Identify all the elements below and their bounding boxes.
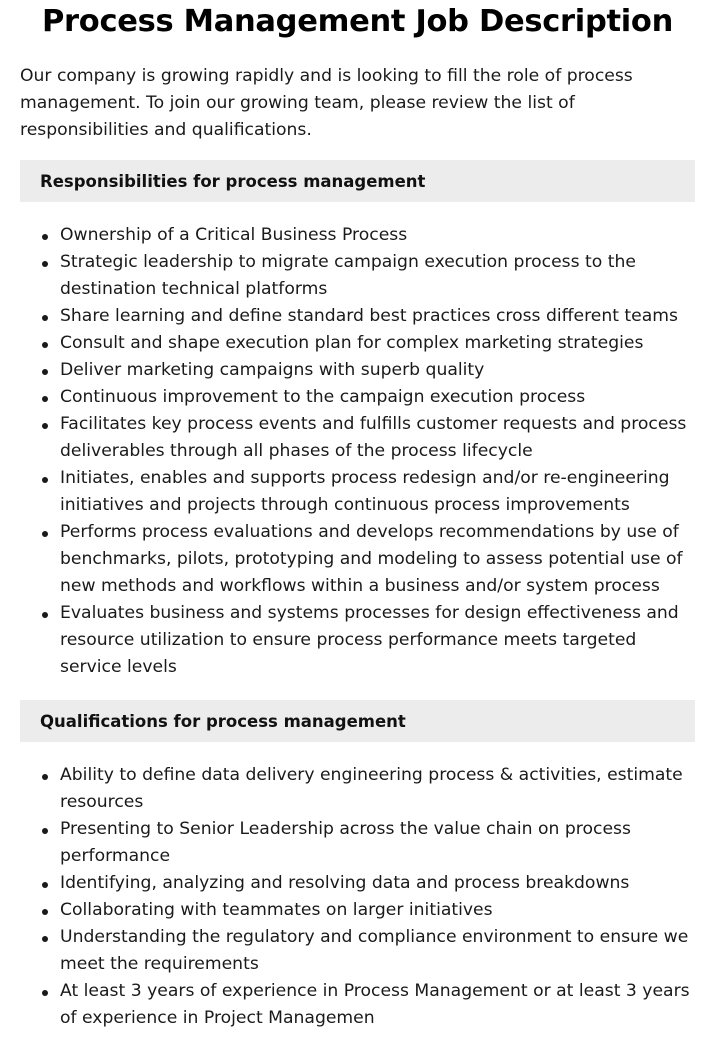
page-title: Process Management Job Description [42,4,673,39]
list-item: Performs process evaluations and develops recommendations by use of benchmarks, pilots, prototyping and modeling to assess potential use of new methods and workflows within a business and/or system process [60,519,695,600]
list-item: Share learning and define standard best practices cross different teams [60,303,695,330]
responsibilities-heading: Responsibilities for process management [40,171,426,191]
list-item: Deliver marketing campaigns with superb quality [60,357,695,384]
qualifications-list [20,762,695,1032]
list-item: Ownership of a Critical Business Process [60,222,695,249]
qualifications-heading: Qualifications for process management [40,711,406,731]
responsibilities-section-header [20,160,695,202]
responsibilities-list [20,222,695,681]
intro-paragraph: Our company is growing rapidly and is looking to fill the role of process management. To join our growing team, please review the list of responsibilities and qualifications. [20,66,633,140]
list-item: Initiates, enables and supports process redesign and/or re-engineering initiatives and projects through continuous process improvements [60,465,695,519]
list-item: Strategic leadership to migrate campaign execution process to the destination technical platforms [60,249,695,303]
list-item: Identifying, analyzing and resolving data and process breakdowns [60,870,695,897]
list-item: Facilitates key process events and fulfills customer requests and process deliverables through all phases of the process lifecycle [60,411,695,465]
list-item: Understanding the regulatory and compliance environment to ensure we meet the requirements [60,924,695,978]
list-item: Continuous improvement to the campaign execution process [60,384,695,411]
list-item: Evaluates business and systems processes for design effectiveness and resource utilization to ensure process performance meets targeted service levels [60,600,695,681]
list-item: At least 3 years of experience in Process Management or at least 3 years of experience in Project Managemen [60,978,695,1032]
list-item: Ability to define data delivery engineering process & activities, estimate resources [60,762,695,816]
list-item: Consult and shape execution plan for complex marketing strategies [60,330,695,357]
list-item: Collaborating with teammates on larger initiatives [60,897,695,924]
list-item: Presenting to Senior Leadership across the value chain on process performance [60,816,695,870]
qualifications-section-header [20,700,695,742]
